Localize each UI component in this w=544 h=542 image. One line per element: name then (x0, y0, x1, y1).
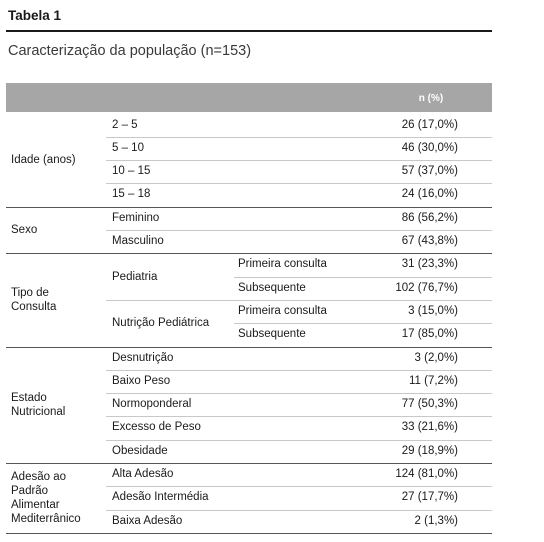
group-label: Idade (anos) (11, 154, 76, 167)
category-cell: Excesso de Peso (112, 421, 201, 434)
category-cell: Baixo Peso (112, 374, 171, 387)
top-rule (6, 30, 492, 32)
row-divider (106, 300, 492, 301)
value-cell: 67 (43,8%) (401, 235, 458, 247)
category-cell: 10 – 15 (112, 165, 151, 178)
category-cell: Adesão Intermédia (112, 491, 209, 504)
consultation-cell: Subsequente (238, 328, 306, 341)
value-cell: 27 (17,7%) (401, 491, 458, 504)
category-cell: Feminino (112, 211, 160, 224)
row-divider (106, 137, 492, 138)
value-cell: 2 (1,3%) (414, 514, 458, 527)
value-cell: 26 (17,0%) (401, 118, 458, 131)
category-cell: Normoponderal (112, 398, 192, 411)
row-divider (106, 510, 492, 511)
value-cell: 3 (2,0%) (414, 351, 458, 364)
category-cell: Baixa Adesão (112, 514, 183, 527)
value-cell: 3 (15,0%) (408, 304, 458, 317)
row-divider (106, 183, 492, 184)
consultation-cell: Subsequente (238, 281, 306, 294)
group-label: Tipo de Consulta (11, 286, 57, 313)
subgroup-label: Nutrição Pediátrica (112, 317, 210, 330)
row-divider (106, 486, 492, 487)
subgroup-label: Pediatria (112, 270, 158, 283)
consultation-cell: Primeira consulta (238, 304, 327, 317)
group-divider (6, 207, 492, 208)
value-cell: 46 (30,0%) (401, 141, 458, 154)
row-divider (106, 393, 492, 394)
group-divider (6, 253, 492, 254)
category-cell: 5 – 10 (112, 141, 144, 154)
value-cell: 102 (76,7%) (395, 281, 458, 294)
consultation-cell: Primeira consulta (238, 258, 327, 271)
category-cell: Alta Adesão (112, 468, 174, 480)
value-cell: 29 (18,9%) (401, 444, 458, 457)
table-caption: Caracterização da população (n=153) (8, 43, 252, 59)
category-cell: Masculino (112, 235, 164, 247)
category-cell: 2 – 5 (112, 118, 138, 131)
value-cell: 24 (16,0%) (401, 188, 458, 201)
value-cell: 31 (23,3%) (401, 258, 458, 271)
header-n-label: n (%) (418, 93, 444, 104)
group-label: Estado Nutricional (11, 391, 66, 418)
row-divider (106, 160, 492, 161)
category-cell: Obesidade (112, 444, 168, 457)
group-divider (6, 347, 492, 348)
group-label: Sexo (11, 224, 38, 236)
value-cell: 86 (56,2%) (401, 211, 458, 224)
category-cell: Desnutrição (112, 351, 174, 364)
row-divider (234, 277, 492, 278)
group-label: Adesão ao Padrão Alimentar Mediterrânico (11, 470, 81, 525)
group-divider (6, 463, 492, 464)
value-cell: 17 (85,0%) (401, 328, 458, 341)
value-cell: 124 (81,0%) (395, 468, 458, 480)
value-cell: 57 (37,0%) (401, 165, 458, 178)
value-cell: 77 (50,3%) (401, 398, 458, 411)
value-cell: 33 (21,6%) (401, 421, 458, 434)
table-label: Tabela 1 (8, 8, 62, 23)
row-divider (106, 416, 492, 417)
row-divider (106, 230, 492, 231)
category-cell: 15 – 18 (112, 188, 151, 201)
value-cell: 11 (7,2%) (408, 374, 458, 387)
group-divider (6, 533, 492, 534)
row-divider (234, 323, 492, 324)
row-divider (106, 440, 492, 441)
row-divider (106, 370, 492, 371)
